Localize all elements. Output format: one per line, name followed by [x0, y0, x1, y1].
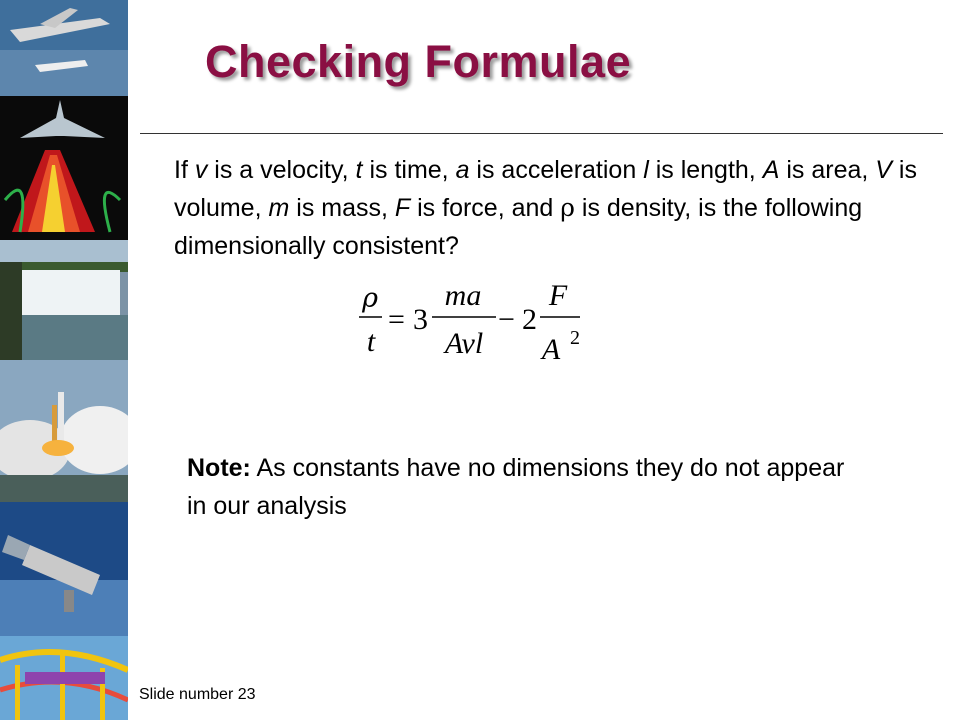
jet-plume-photo	[0, 96, 128, 240]
title-divider	[140, 133, 943, 134]
formula-minus: −	[498, 303, 515, 336]
question-text: If v is a velocity, t is time, a is acceleration l is length, A is area, V is volume, m is mass, F is force, and ρ is density, is the following dimensionally consistent?	[174, 156, 917, 260]
formula-term1-denominator: Avl	[444, 327, 484, 360]
aircraft-photo	[0, 0, 128, 96]
formula-term2-exponent: 2	[570, 327, 580, 349]
shuttle-launch-photo	[0, 360, 128, 502]
photo-strip	[0, 0, 128, 720]
slide-title: Checking Formulae	[205, 36, 632, 87]
formula	[358, 278, 598, 370]
formula-lhs-denominator: t	[366, 325, 376, 358]
formula-term2-denominator: A	[541, 333, 561, 366]
formula-coefficient-3: 3	[413, 303, 428, 336]
note-label: Note:	[187, 454, 251, 482]
space-telescope-photo	[0, 502, 128, 636]
slide-number: Slide number 23	[139, 686, 256, 703]
formula-term1-numerator: ma	[444, 279, 482, 312]
formula-lhs-numerator: ρ	[362, 283, 378, 314]
formula-term2-numerator: F	[548, 279, 568, 312]
roller-coaster-photo	[0, 636, 128, 720]
note-text: Note: As constants have no dimensions they do not appear in our analysis	[187, 454, 845, 520]
waterfall-photo	[0, 240, 128, 360]
formula-coefficient-2: 2	[522, 303, 537, 336]
formula-equals: =	[388, 303, 405, 336]
